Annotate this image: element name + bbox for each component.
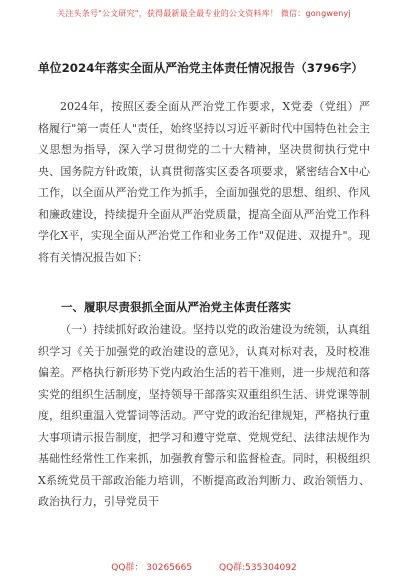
footer-contacts [0,560,408,573]
intro-paragraph: 2024年，按照区委全面从严治党工作要求，X党委（党组）严格履行"第一责任人"责任，始终坚持以习近平新时代中国特色社会主义思想为指导，深入学习贯彻党的二十大精神，坚决贯彻执行党中央、国务院方针政策，认真贯彻落实区委各项要求，紧密结合X中心工作，以全面从严治党工作为抓手，全面加强党的思想、组织、作风和廉政建设，持续提升全面从严治党质量，提高全面从严治党工作科学化X平，实现全面从严治党工作和业务工作"双促进、双提升"。现将有关情况报告如下： [38,100,370,264]
section-paragraph: （一）持续抓好政治建设。坚持以党的政治建设为统领，认真组织学习《关于加强党的政治建设的意见》，认真对标对表，及时校准偏差。严格执行新形势下党内政治生活的若干准则，进一步规范和落实党的组织生活制度，坚持领导干部落实双重组织生活、讲党课等制度，组织重温入党誓词等活动。严守党的政治纪律规矩，严格执行重大事项请示报告制度，把学习和遵守党章、党规党纪、法律法规作为基础性经常性工作来抓，加强教育警示和监督检查。同时，积极组织X系统党员干部政治能力培训，不断提高政治判断力、政治领悟力、政治执行力，引导党员干 [38,323,370,508]
qq-group-2: QQ群:535304092 [218,563,297,573]
section-heading: 一、履职尽责狠抓全面从严治党主体责任落实 [61,300,291,314]
qq-group-1: QQ群： 30265665 [111,563,193,573]
document-title: 单位2024年落实全面从严治党主体责任情况报告（3796字） [38,61,364,75]
promo-banner: 关注头条号"公文研究"，获得最新最全最专业的公文资料库！ 微信：gongwenyj [57,9,351,18]
